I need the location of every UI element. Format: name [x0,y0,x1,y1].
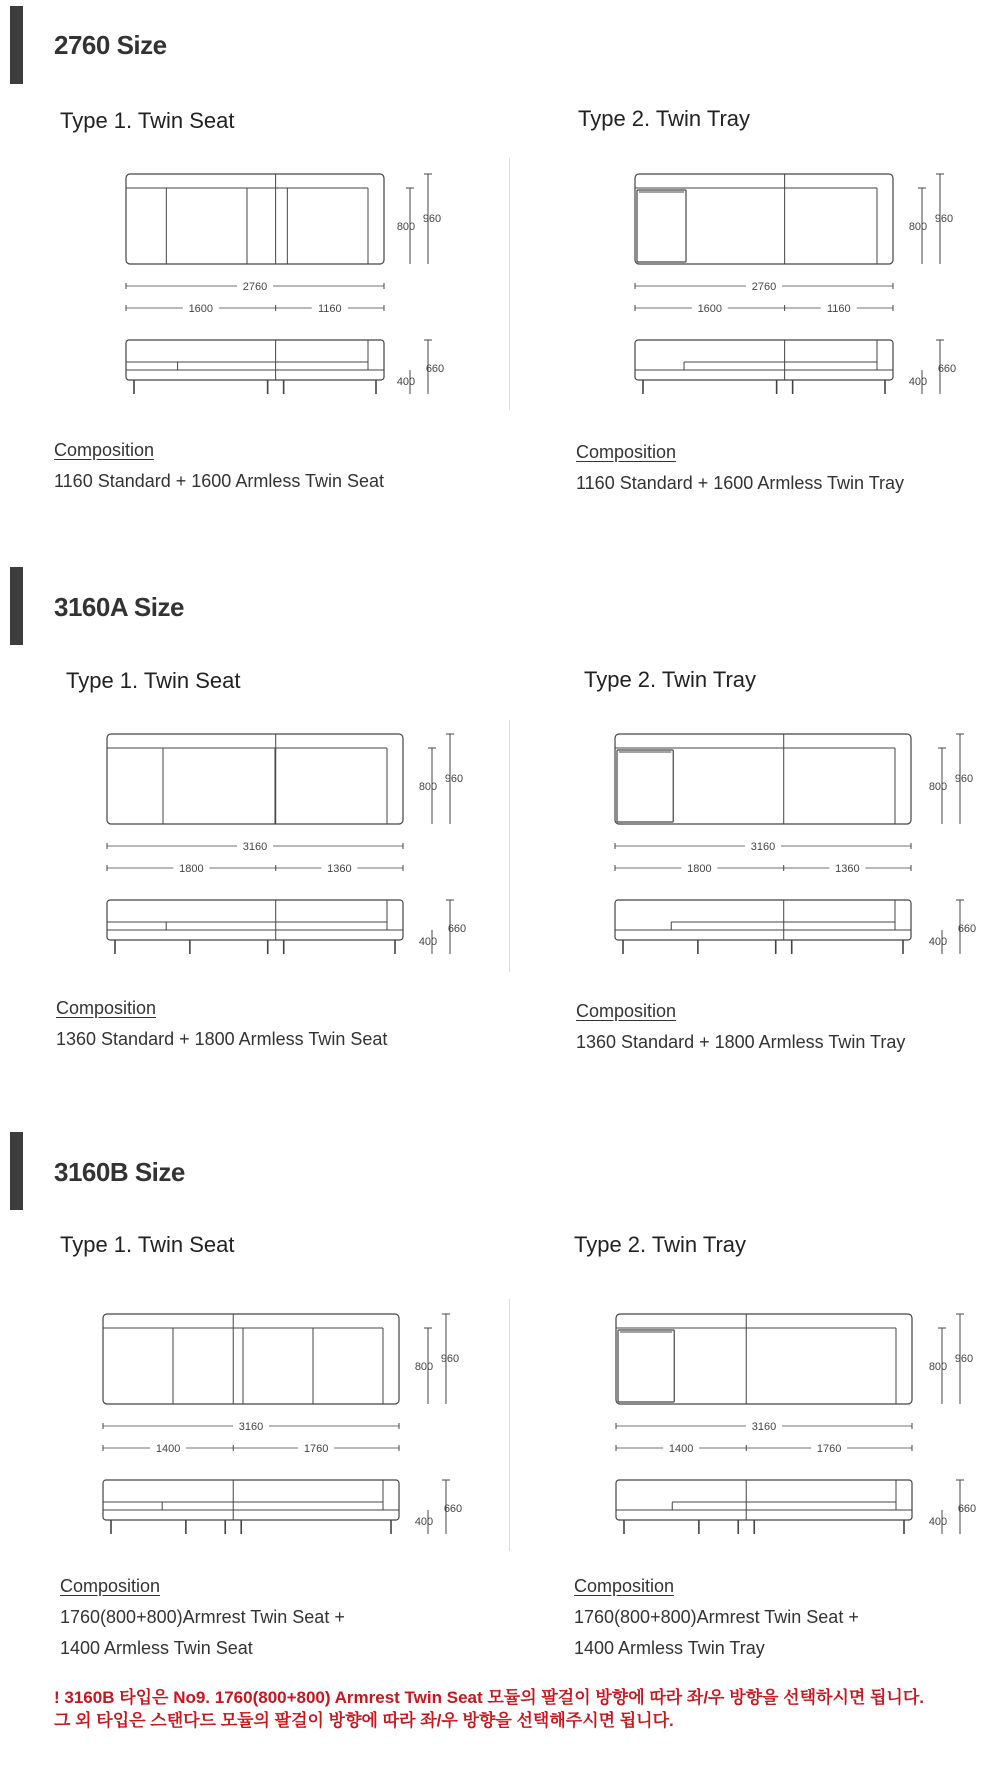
sofa-front-outline [635,340,893,380]
dim-label-800: 800 [908,221,928,233]
type-title: Type 1. Twin Seat [60,108,235,133]
section-title: 3160A Size [54,592,184,622]
composition-label: Composition [56,998,157,1018]
composition-text: 1160 Standard + 1600 Armless Twin Seat [54,471,385,491]
dim-label-660: 660 [447,923,467,935]
type-title: Type 1. Twin Seat [60,1232,235,1257]
sofa-front-outline [616,1480,912,1520]
dim-label-right: 1160 [826,303,851,315]
dim-label-960: 960 [934,213,954,225]
dim-label-total: 3160 [750,841,776,853]
composition-label: Composition [576,442,677,462]
composition-label: Composition [54,440,155,460]
type-title: Type 2. Twin Tray [574,1232,747,1257]
dim-label-660: 660 [957,923,977,935]
sofa-drawing [510,160,980,420]
dim-label-right: 1360 [327,863,352,875]
composition-label: Composition [60,1576,161,1596]
dim-label-960: 960 [954,773,974,785]
dim-label-right: 1760 [303,1443,329,1455]
sofa-drawing [510,720,980,980]
section-3160b [0,1127,1000,1747]
sofa-drawing [510,1300,980,1560]
dim-label-400: 400 [928,1516,948,1528]
type-title: Type 1. Twin Seat [66,668,241,693]
composition-text: 1760(800+800)Armrest Twin Seat + [574,1607,859,1627]
dim-label-left: 1800 [687,863,712,875]
dim-label-960: 960 [422,213,442,225]
dim-label-800: 800 [418,781,438,793]
type-title: Type 2. Twin Tray [584,667,757,692]
section-title: 2760 Size [54,30,167,60]
dim-label-800: 800 [414,1361,434,1373]
dim-label-960: 960 [440,1353,460,1365]
dim-label-660: 660 [425,363,445,375]
dim-label-left: 1400 [155,1443,181,1455]
dim-label-660: 660 [957,1503,977,1515]
dim-label-960: 960 [444,773,464,785]
dim-label-800: 800 [396,221,416,233]
dim-label-left: 1600 [697,303,723,315]
dim-label-400: 400 [928,936,948,948]
dim-label-right: 1360 [835,863,860,875]
dim-label-660: 660 [937,363,957,375]
sofa-drawing [0,720,470,980]
composition-text: 1160 Standard + 1600 Armless Twin Tray [576,473,905,493]
dim-label-400: 400 [418,936,438,948]
dim-label-left: 1400 [668,1443,694,1455]
dim-label-800: 800 [928,1361,948,1373]
type-title: Type 2. Twin Tray [578,106,751,131]
dim-label-total: 2760 [751,281,777,293]
section-2760 [0,0,1000,520]
sofa-front-outline [615,900,911,940]
composition-text: 1760(800+800)Armrest Twin Seat + [60,1607,345,1627]
sofa-front-outline [103,1480,399,1520]
dim-label-left: 1600 [188,303,214,315]
dim-label-total: 2760 [242,281,268,293]
dim-label-400: 400 [396,376,416,388]
section-marker [10,6,23,84]
dim-label-400: 400 [414,1516,434,1528]
note-line-1: ! 3160B 타입은 No9. 1760(800+800) Armrest Twin Seat 모듈의 팔걸이 방향에 따라 좌/우 방향을 선택하시면 됩니다. [54,1688,925,1707]
section-3160a [0,562,1000,1082]
dim-label-660: 660 [443,1503,463,1515]
tray-outline [637,190,686,262]
section-title: 3160B Size [54,1157,185,1187]
composition-label: Composition [574,1576,675,1596]
dim-label-400: 400 [908,376,928,388]
note-line-2: 그 외 타입은 스탠다드 모듈의 팔걸이 방향에 따라 좌/우 방향을 선택해주시면 됩니다. [54,1711,674,1730]
sofa-front-outline [126,340,384,380]
dim-label-right: 1760 [816,1443,842,1455]
sofa-drawing [0,160,470,420]
dim-label-800: 800 [928,781,948,793]
section-marker [10,1132,23,1210]
dim-label-right: 1160 [317,303,342,315]
dim-label-total: 3160 [751,1421,777,1433]
sofa-drawing [0,1300,470,1560]
sofa-front-outline [107,900,403,940]
dim-label-960: 960 [954,1353,974,1365]
composition-text: 1360 Standard + 1800 Armless Twin Seat [56,1029,388,1049]
dim-label-total: 3160 [242,841,268,853]
tray-outline [617,750,673,822]
section-marker [10,567,23,645]
dim-label-total: 3160 [238,1421,264,1433]
composition-text: 1400 Armless Twin Tray [574,1638,765,1658]
composition-label: Composition [576,1001,677,1021]
dim-label-left: 1800 [179,863,204,875]
composition-text: 1360 Standard + 1800 Armless Twin Tray [576,1032,906,1052]
tray-outline [618,1330,674,1402]
composition-text: 1400 Armless Twin Seat [60,1638,253,1658]
